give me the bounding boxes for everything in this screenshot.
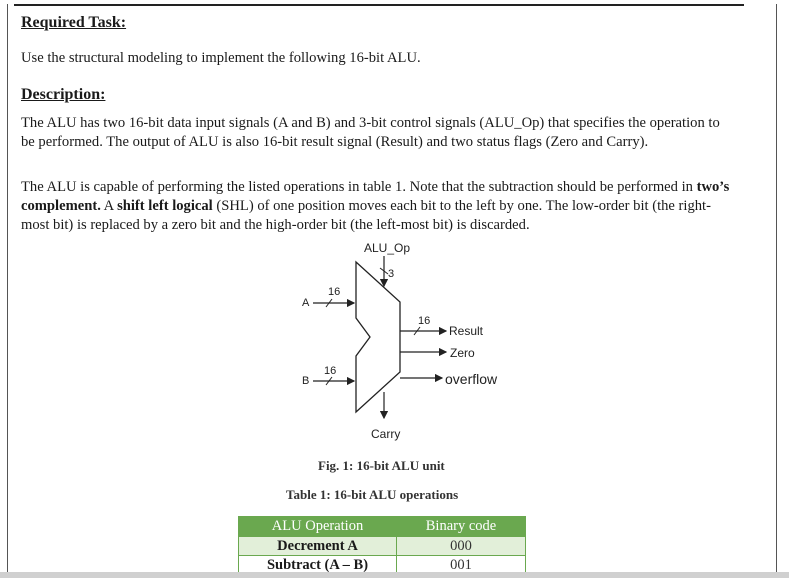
operation-cell: Subtract (A – B): [239, 556, 397, 575]
shift-left-logical-term: shift left logical: [117, 198, 213, 214]
result-label: Result: [449, 324, 484, 338]
alu-op-label: ALU_Op: [364, 241, 411, 255]
table-row: [239, 537, 526, 556]
header-binary-code: Binary code: [397, 517, 526, 537]
para2-text-end: (SHL) of one position moves each bit to the left by one. The low-order bit (the right-most bit) is replaced by a zero bit and the high-order bit (the left-most bit) is discarded.: [21, 198, 711, 233]
required-task-heading: Required Task:: [21, 14, 127, 31]
alu-op-width: 3: [388, 268, 395, 280]
binary-code-cell: 000: [397, 537, 526, 556]
top-rule: [14, 4, 744, 6]
para2-text-start: The ALU is capable of performing the listed operations in table 1. Note that the subtraction should be performed in: [21, 179, 697, 195]
carry-label: Carry: [371, 427, 401, 441]
description-paragraph-1: The ALU has two 16-bit data input signals (A and B) and 3-bit control signals (ALU_Op) that specifies the operation to be performed. The output of ALU is also 16-bit result signal (Result) and two status flags (Zero and Carry).: [21, 115, 720, 150]
input-a-width: 16: [328, 286, 341, 298]
table-header-row: [239, 517, 526, 537]
header-alu-operation: ALU Operation: [239, 517, 397, 537]
bottom-bar: [0, 572, 789, 578]
result-width: 16: [418, 315, 431, 327]
description-heading: Description:: [21, 86, 106, 103]
input-a-label: A: [302, 297, 310, 309]
twos-complement-term: two’s complement.: [21, 179, 730, 214]
input-b-width: 16: [324, 365, 337, 377]
alu-diagram: [280, 238, 520, 443]
alu-operations-table: [238, 516, 526, 575]
description-paragraph-2: [21, 178, 736, 235]
binary-code-cell: 001: [397, 556, 526, 575]
zero-label: Zero: [450, 346, 475, 360]
required-task-text: Use the structural modeling to implement the following 16-bit ALU.: [21, 50, 421, 66]
alu-body-shape: [356, 262, 400, 412]
input-b-label: B: [302, 375, 310, 387]
table-caption: Table 1: 16-bit ALU operations: [286, 487, 459, 502]
para2-text-mid: A: [100, 198, 118, 214]
operation-cell: Decrement A: [239, 537, 397, 556]
figure-caption: Fig. 1: 16-bit ALU unit: [318, 458, 445, 473]
overflow-label: overflow: [445, 371, 498, 387]
